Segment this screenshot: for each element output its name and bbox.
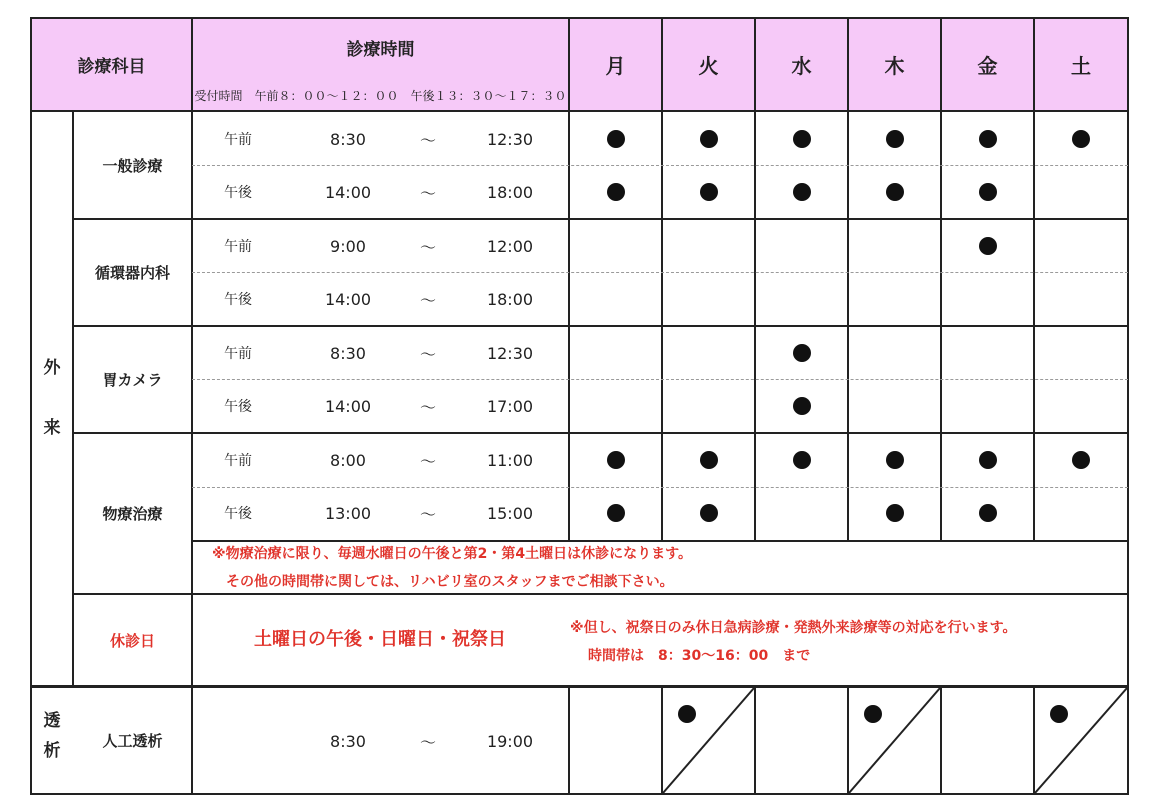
grid-vline xyxy=(661,686,663,794)
grid-hline xyxy=(72,325,1129,327)
physio-note-line2: その他の時間帯に関しては、リハビリ室のスタッフまでご相談下さい。 xyxy=(226,574,674,590)
session-period: 午前 xyxy=(224,453,252,469)
session-period: 午前 xyxy=(224,132,252,148)
grid-vline xyxy=(847,17,849,541)
day-header-3: 木 xyxy=(884,54,905,78)
dialysis-sep: 〜 xyxy=(419,732,436,752)
session-end: 18:00 xyxy=(486,182,534,202)
session-period: 午後 xyxy=(224,506,252,522)
day-header-2: 水 xyxy=(791,54,812,78)
grid-vline xyxy=(568,17,570,541)
session-sep: 〜 xyxy=(419,451,436,471)
holiday-days: 土曜日の午後・日曜日・祝祭日 xyxy=(254,629,506,650)
department-header: 診療科目 xyxy=(77,57,146,77)
dialysis-slash xyxy=(663,688,754,793)
reception-hours-note: 受付時間 午前８：００〜１２：００ 午後１３：３０〜１７：３０ xyxy=(194,88,567,103)
grid-vline xyxy=(940,17,942,541)
session-end: 11:00 xyxy=(486,450,534,470)
session-end: 12:30 xyxy=(486,129,534,149)
table-top-border xyxy=(30,17,1129,19)
session-start: 14:00 xyxy=(324,182,372,202)
grid-dashed-line xyxy=(192,379,1128,380)
department-name: 物療治療 xyxy=(102,504,163,523)
session-start: 8:00 xyxy=(330,450,366,470)
grid-vline xyxy=(1033,17,1035,541)
session-period: 午後 xyxy=(224,292,252,308)
day-header-1: 火 xyxy=(698,54,719,78)
table-bottom-border xyxy=(30,793,1129,795)
session-start: 8:30 xyxy=(330,343,366,363)
grid-vline xyxy=(940,686,942,794)
grid-hline xyxy=(30,110,1129,112)
table-right-border xyxy=(1127,17,1129,795)
dialysis-top-border xyxy=(30,685,1129,688)
hours-header: 診療時間 xyxy=(346,39,415,60)
dialysis-slash xyxy=(1035,688,1127,793)
dialysis-slash xyxy=(849,688,940,793)
grid-vline xyxy=(661,17,663,541)
session-period: 午前 xyxy=(224,346,252,362)
holiday-note-line1: ※但し、祝祭日のみ休日急病診療・発熱外来診療等の対応を行います。 xyxy=(570,620,1017,636)
session-period: 午後 xyxy=(224,185,252,201)
grid-dashed-line xyxy=(192,487,1128,488)
dialysis-name: 人工透析 xyxy=(102,732,163,750)
session-sep: 〜 xyxy=(419,237,436,257)
table-left-border xyxy=(30,17,32,795)
session-end: 15:00 xyxy=(486,503,534,523)
dialysis-end: 19:00 xyxy=(486,731,534,751)
grid-vline xyxy=(754,17,756,541)
grid-vline xyxy=(754,686,756,794)
grid-hline xyxy=(191,540,1129,542)
grid-dashed-line xyxy=(192,165,1128,166)
grid-vline xyxy=(568,686,570,794)
holiday-note-line2: 時間帯は 8：30〜16：00 まで xyxy=(588,648,811,664)
session-sep: 〜 xyxy=(419,130,436,150)
outpatient-group-label: 外 来 xyxy=(43,358,61,438)
grid-vline xyxy=(847,686,849,794)
session-sep: 〜 xyxy=(419,397,436,417)
grid-hline xyxy=(72,218,1129,220)
session-start: 13:00 xyxy=(324,503,372,523)
holiday-label: 休診日 xyxy=(109,631,155,650)
physio-note-line1: ※物療治療に限り、毎週水曜日の午後と第2・第4土曜日は休診になります。 xyxy=(212,546,692,562)
session-end: 18:00 xyxy=(486,289,534,309)
session-end: 12:00 xyxy=(486,236,534,256)
dialysis-start: 8:30 xyxy=(330,731,366,751)
grid-vline xyxy=(191,17,193,795)
day-header-4: 金 xyxy=(977,54,998,78)
session-start: 8:30 xyxy=(330,129,366,149)
grid-hline xyxy=(72,593,1129,595)
department-name: 胃カメラ xyxy=(102,371,163,389)
session-start: 9:00 xyxy=(330,236,366,256)
grid-hline xyxy=(72,432,1129,434)
dialysis-group-label: 透 析 xyxy=(43,711,61,761)
department-name: 一般診療 xyxy=(102,157,163,175)
session-start: 14:00 xyxy=(324,289,372,309)
session-end: 17:00 xyxy=(486,396,534,416)
grid-vline xyxy=(72,110,74,687)
day-header-0: 月 xyxy=(605,54,626,78)
department-name: 循環器内科 xyxy=(94,264,170,282)
session-period: 午前 xyxy=(224,239,252,255)
grid-dashed-line xyxy=(192,272,1128,273)
session-sep: 〜 xyxy=(419,344,436,364)
grid-vline xyxy=(1033,686,1035,794)
day-header-5: 土 xyxy=(1071,54,1091,78)
session-start: 14:00 xyxy=(324,396,372,416)
session-sep: 〜 xyxy=(419,183,436,203)
session-sep: 〜 xyxy=(419,290,436,310)
session-end: 12:30 xyxy=(486,343,534,363)
session-sep: 〜 xyxy=(419,504,436,524)
session-period: 午後 xyxy=(224,399,252,415)
